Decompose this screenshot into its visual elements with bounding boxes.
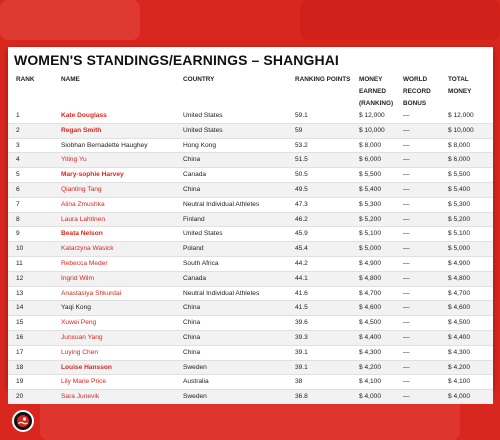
money-earned-cell: $ 4,000 <box>359 393 381 401</box>
rank-cell: 19 <box>16 378 24 386</box>
ranking-points-cell: 41.6 <box>295 289 308 297</box>
ranking-points-cell: 45.4 <box>295 245 308 253</box>
world-record-bonus-cell: — <box>403 141 410 149</box>
athlete-name-link[interactable]: Ingrid Wilm <box>61 274 94 282</box>
total-money-cell: $ 5,100 <box>448 230 470 238</box>
table-row <box>8 389 493 404</box>
rank-cell: 3 <box>16 141 20 149</box>
rank-cell: 1 <box>16 112 20 119</box>
rank-cell: 14 <box>16 304 24 312</box>
country-cell: Hong Kong <box>183 141 216 149</box>
total-money-cell: $ 5,200 <box>448 215 470 223</box>
total-money-cell: $ 4,500 <box>448 319 470 327</box>
total-money-cell: $ 12,000 <box>448 112 474 119</box>
athlete-name-link[interactable]: Rebecca Meder <box>61 259 108 267</box>
ranking-points-cell: 59 <box>295 126 303 134</box>
athlete-name-link[interactable]: Anastasiya Shkurdai <box>61 289 122 297</box>
total-money-cell: $ 8,000 <box>448 141 470 149</box>
ranking-points-cell: 51.5 <box>295 156 308 164</box>
rank-cell: 13 <box>16 289 24 297</box>
ranking-points-cell: 47.3 <box>295 200 308 208</box>
country-cell: China <box>183 304 201 312</box>
money-earned-cell: $ 5,100 <box>359 230 381 238</box>
total-money-cell: $ 4,000 <box>448 393 470 401</box>
athlete-name-link[interactable]: Katarzyna Wasick <box>61 245 114 253</box>
country-cell: United States <box>183 112 223 119</box>
column-header-total-money: TOTAL MONEY <box>448 76 472 95</box>
total-money-cell: $ 6,000 <box>448 156 470 164</box>
ranking-points-cell: 39.1 <box>295 363 308 371</box>
column-header-country: COUNTRY <box>183 76 215 83</box>
country-cell: China <box>183 319 201 327</box>
money-earned-cell: $ 4,700 <box>359 289 381 297</box>
country-cell: Sweden <box>183 393 207 401</box>
rank-cell: 16 <box>16 333 24 341</box>
page-title: WOMEN'S STANDINGS/EARNINGS – SHANGHAI <box>14 52 339 68</box>
money-earned-cell: $ 6,000 <box>359 156 381 164</box>
table-row <box>8 256 493 271</box>
total-money-cell: $ 4,200 <box>448 363 470 371</box>
rank-cell: 4 <box>16 156 20 164</box>
table-row <box>8 138 493 153</box>
world-record-bonus-cell: — <box>403 112 410 119</box>
ranking-points-cell: 38 <box>295 378 303 386</box>
athlete-name-link[interactable]: Louise Hansson <box>61 363 112 371</box>
athlete-name-link[interactable]: Kate Douglass <box>61 112 107 119</box>
column-header-name: NAME <box>61 76 80 83</box>
table-row <box>8 109 493 123</box>
country-cell: Neutral Individual Athletes <box>183 200 260 208</box>
column-header-ranking-points: RANKING POINTS <box>295 76 351 83</box>
money-earned-cell: $ 4,500 <box>359 319 381 327</box>
world-record-bonus-cell: — <box>403 126 410 134</box>
world-record-bonus-cell: — <box>403 156 410 164</box>
ranking-points-cell: 39.1 <box>295 348 308 356</box>
money-earned-cell: $ 5,400 <box>359 185 381 193</box>
total-money-cell: $ 4,100 <box>448 378 470 386</box>
ranking-points-cell: 49.5 <box>295 185 308 193</box>
world-record-bonus-cell: — <box>403 363 410 371</box>
total-money-cell: $ 5,000 <box>448 245 470 253</box>
athlete-name-link[interactable]: Regan Smith <box>61 126 102 134</box>
athlete-name-link[interactable]: Beata Nelson <box>61 230 103 238</box>
ranking-points-cell: 44.2 <box>295 259 308 267</box>
world-record-bonus-cell: — <box>403 393 410 401</box>
rank-cell: 10 <box>16 245 24 253</box>
background-shape <box>300 0 500 40</box>
rank-cell: 6 <box>16 185 20 193</box>
athlete-name-link[interactable]: Junxuan Yang <box>61 333 103 341</box>
country-cell: China <box>183 185 201 193</box>
ranking-points-cell: 36.8 <box>295 393 308 401</box>
world-record-bonus-cell: — <box>403 215 410 223</box>
rank-cell: 2 <box>16 126 20 134</box>
ranking-points-cell: 41.5 <box>295 304 308 312</box>
world-record-bonus-cell: — <box>403 259 410 267</box>
total-money-cell: $ 4,800 <box>448 274 470 282</box>
world-record-bonus-cell: — <box>403 274 410 282</box>
table-row <box>8 271 493 286</box>
money-earned-cell: $ 4,600 <box>359 304 381 312</box>
money-earned-cell: $ 10,000 <box>359 126 385 134</box>
country-cell: Canada <box>183 274 207 282</box>
country-cell: Canada <box>183 171 207 179</box>
rank-cell: 7 <box>16 200 20 208</box>
total-money-cell: $ 4,300 <box>448 348 470 356</box>
rank-cell: 18 <box>16 363 24 371</box>
world-record-bonus-cell: — <box>403 333 410 341</box>
athlete-name-link[interactable]: Sara Junevik <box>61 393 100 401</box>
table-row <box>8 330 493 345</box>
athlete-name-link[interactable]: Alina Zmushka <box>61 200 105 208</box>
money-earned-cell: $ 4,900 <box>359 259 381 267</box>
money-earned-cell: $ 4,100 <box>359 378 381 386</box>
world-record-bonus-cell: — <box>403 304 410 312</box>
money-earned-cell: $ 8,000 <box>359 141 381 149</box>
country-cell: United States <box>183 126 223 134</box>
column-header-money-earned: MONEY EARNED (RANKING) <box>359 76 394 107</box>
ranking-points-cell: 50.5 <box>295 171 308 179</box>
total-money-cell: $ 5,500 <box>448 171 470 179</box>
country-cell: Poland <box>183 245 204 253</box>
total-money-cell: $ 4,400 <box>448 333 470 341</box>
column-header-rank: RANK <box>16 76 35 83</box>
money-earned-cell: $ 5,000 <box>359 245 381 253</box>
rank-cell: 15 <box>16 319 24 327</box>
background-shape <box>0 0 140 40</box>
money-earned-cell: $ 4,300 <box>359 348 381 356</box>
country-cell: Sweden <box>183 363 207 371</box>
ranking-points-cell: 39.3 <box>295 333 308 341</box>
athlete-name-link[interactable]: Xuwei Peng <box>61 319 97 327</box>
ranking-points-cell: 59.1 <box>295 112 308 119</box>
world-record-bonus-cell: — <box>403 319 410 327</box>
world-record-bonus-cell: — <box>403 200 410 208</box>
country-cell: Neutral Individual Athletes <box>183 289 260 297</box>
ranking-points-cell: 53.2 <box>295 141 308 149</box>
country-cell: Finland <box>183 215 205 223</box>
athlete-name-link[interactable]: Laura Lahtinen <box>61 215 105 223</box>
table-row <box>8 345 493 360</box>
money-earned-cell: $ 4,400 <box>359 333 381 341</box>
athlete-name-link: Siobhan Bernadette Haughey <box>61 141 148 149</box>
country-cell: China <box>183 333 201 341</box>
rank-cell: 8 <box>16 215 20 223</box>
table-row <box>8 182 493 197</box>
athlete-name-link: Yaqi Kong <box>61 304 91 312</box>
table-row <box>8 123 493 138</box>
table-row <box>8 360 493 375</box>
column-header-world-record-bonus: WORLD RECORD BONUS <box>403 76 431 107</box>
country-cell: United States <box>183 230 223 238</box>
table-row <box>8 241 493 256</box>
ranking-points-cell: 45.9 <box>295 230 308 238</box>
table-row <box>8 374 493 389</box>
country-cell: South Africa <box>183 259 219 267</box>
athlete-name-link[interactable]: Luying Chen <box>61 348 99 356</box>
table-row <box>8 212 493 227</box>
table-row <box>8 226 493 241</box>
table-row <box>8 300 493 315</box>
athlete-name-link[interactable]: Mary-sophie Harvey <box>61 171 124 179</box>
total-money-cell: $ 4,700 <box>448 289 470 297</box>
country-cell: Australia <box>183 378 209 386</box>
table-row <box>8 152 493 167</box>
ranking-points-cell: 44.1 <box>295 274 308 282</box>
athlete-name-link[interactable]: Lily Marie Price <box>61 378 107 386</box>
rank-cell: 5 <box>16 171 20 179</box>
total-money-cell: $ 10,000 <box>448 126 474 134</box>
money-earned-cell: $ 5,500 <box>359 171 381 179</box>
money-earned-cell: $ 4,800 <box>359 274 381 282</box>
athlete-name-link[interactable]: Yiting Yu <box>61 156 87 164</box>
standings-card <box>8 47 493 401</box>
rank-cell: 12 <box>16 274 24 282</box>
ranking-points-cell: 39.6 <box>295 319 308 327</box>
table-body <box>8 109 493 404</box>
world-record-bonus-cell: — <box>403 245 410 253</box>
table-row <box>8 197 493 212</box>
world-record-bonus-cell: — <box>403 185 410 193</box>
world-record-bonus-cell: — <box>403 348 410 356</box>
rank-cell: 11 <box>16 259 23 267</box>
rank-cell: 9 <box>16 230 20 238</box>
total-money-cell: $ 5,400 <box>448 185 470 193</box>
table-row <box>8 167 493 182</box>
country-cell: China <box>183 156 201 164</box>
money-earned-cell: $ 5,200 <box>359 215 381 223</box>
world-record-bonus-cell: — <box>403 171 410 179</box>
swimmer-logo-icon <box>12 410 34 432</box>
world-record-bonus-cell: — <box>403 378 410 386</box>
rank-cell: 17 <box>16 348 24 356</box>
rank-cell: 20 <box>16 393 24 401</box>
world-record-bonus-cell: — <box>403 289 410 297</box>
athlete-name-link[interactable]: Qianting Tang <box>61 185 102 193</box>
table-row <box>8 286 493 301</box>
money-earned-cell: $ 12,000 <box>359 112 385 119</box>
country-cell: China <box>183 348 201 356</box>
ranking-points-cell: 46.2 <box>295 215 308 223</box>
total-money-cell: $ 4,900 <box>448 259 470 267</box>
world-record-bonus-cell: — <box>403 230 410 238</box>
table-row <box>8 315 493 330</box>
total-money-cell: $ 4,600 <box>448 304 470 312</box>
money-earned-cell: $ 4,200 <box>359 363 381 371</box>
money-earned-cell: $ 5,300 <box>359 200 381 208</box>
total-money-cell: $ 5,300 <box>448 200 470 208</box>
